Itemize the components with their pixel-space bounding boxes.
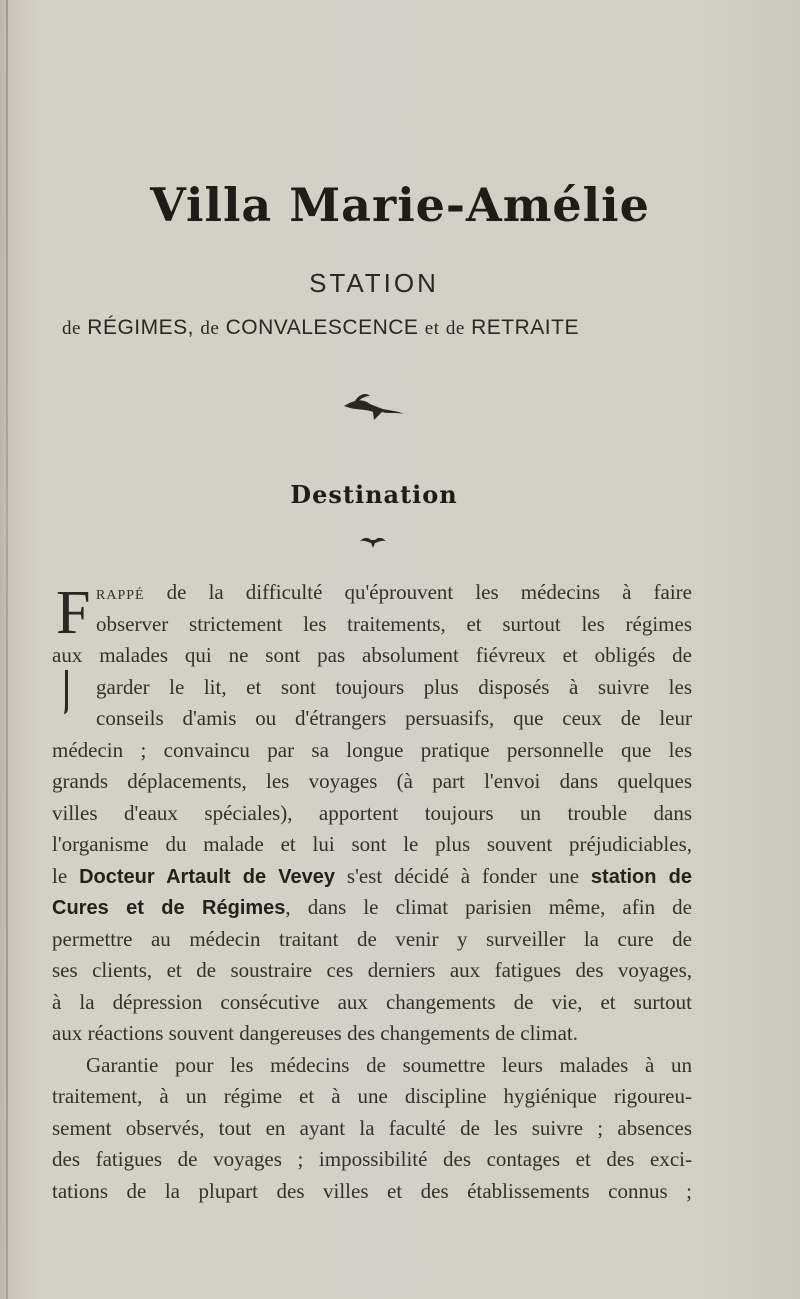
subtitle-word: RETRAITE	[471, 316, 579, 339]
fleuron-ornament-icon	[340, 390, 410, 424]
text-line: villes d'eaux spéciales), apportent toujours un trouble dans	[52, 800, 692, 825]
text-line: traitement, à un régime et à une discipline hygiénique rigoureu-	[52, 1084, 692, 1108]
bold-phrase: Cures et de Régimes	[52, 897, 286, 919]
text-line: tations de la plupart des villes et des établissements connus ;	[52, 1178, 692, 1203]
text-line: permettre au médecin traitant de venir y surveiller la cure de	[52, 926, 692, 951]
subtitle-word: de	[445, 318, 465, 339]
text-line: conseils d'amis ou d'étrangers persuasifs, que ceux de leur	[96, 706, 692, 730]
text-line: aux malades qui ne sont pas absolument fiévreux et obligés de	[52, 643, 692, 667]
text-line: observer strictement les traitements, et surtout les régimes	[96, 611, 692, 636]
text-line	[52, 577, 692, 609]
subtitle-word: CONVALESCENCE	[225, 316, 419, 339]
text-line: l'organisme du malade et lui sont le plus souvent préjudiciables,	[52, 832, 692, 856]
text-line	[52, 892, 692, 924]
subtitle-word: de	[200, 318, 220, 339]
subtitle-word: de	[62, 318, 81, 339]
doctor-name: Docteur Artault de Vevey	[79, 865, 336, 888]
text-line: médecin ; convaincu par sa longue pratique personnelle que les	[52, 737, 692, 762]
text-line: Garantie pour les médecins de soumettre leurs malades à un	[86, 1052, 692, 1077]
text-line: aux réactions souvent dangereuses des changements de climat.	[52, 1021, 578, 1045]
body-text	[52, 577, 692, 1207]
bold-phrase: station de	[590, 865, 693, 888]
text-line	[52, 861, 692, 893]
text-span: le	[52, 863, 80, 888]
text-span: s'est décidé à fonder une	[335, 863, 591, 888]
station-heading: STATION	[309, 268, 439, 298]
text-span: de la difficulté qu'éprouvent les médecins à faire	[144, 580, 692, 604]
text-line: des fatigues de voyages ; impossibilité des contages et des exci-	[52, 1147, 692, 1171]
small-ornament-icon	[358, 532, 388, 550]
section-heading: Destination	[290, 480, 458, 509]
text-line: sement observés, tout en ayant la faculté de les suivre ; absences	[52, 1115, 692, 1140]
subtitle-word: et	[424, 318, 440, 339]
text-line: ses clients, et de soustraire ces derniers aux fatigues des voyages,	[52, 958, 692, 982]
text-span: , dans le climat parisien même, afin de	[285, 895, 692, 919]
text-line: garder le lit, et sont toujours plus disposés à suivre les	[96, 674, 692, 699]
small-caps-word: RAPPÉ	[96, 588, 145, 603]
text-line: à la dépression consécutive aux changements de vie, et surtout	[52, 989, 692, 1014]
subtitle-word: RÉGIMES,	[87, 316, 194, 339]
drop-cap: F	[56, 579, 91, 647]
subtitle	[62, 316, 702, 340]
text-line: grands déplacements, les voyages (à part l'envoi dans quelques	[52, 769, 692, 793]
page-title: Villa Marie-Amélie	[150, 178, 650, 232]
